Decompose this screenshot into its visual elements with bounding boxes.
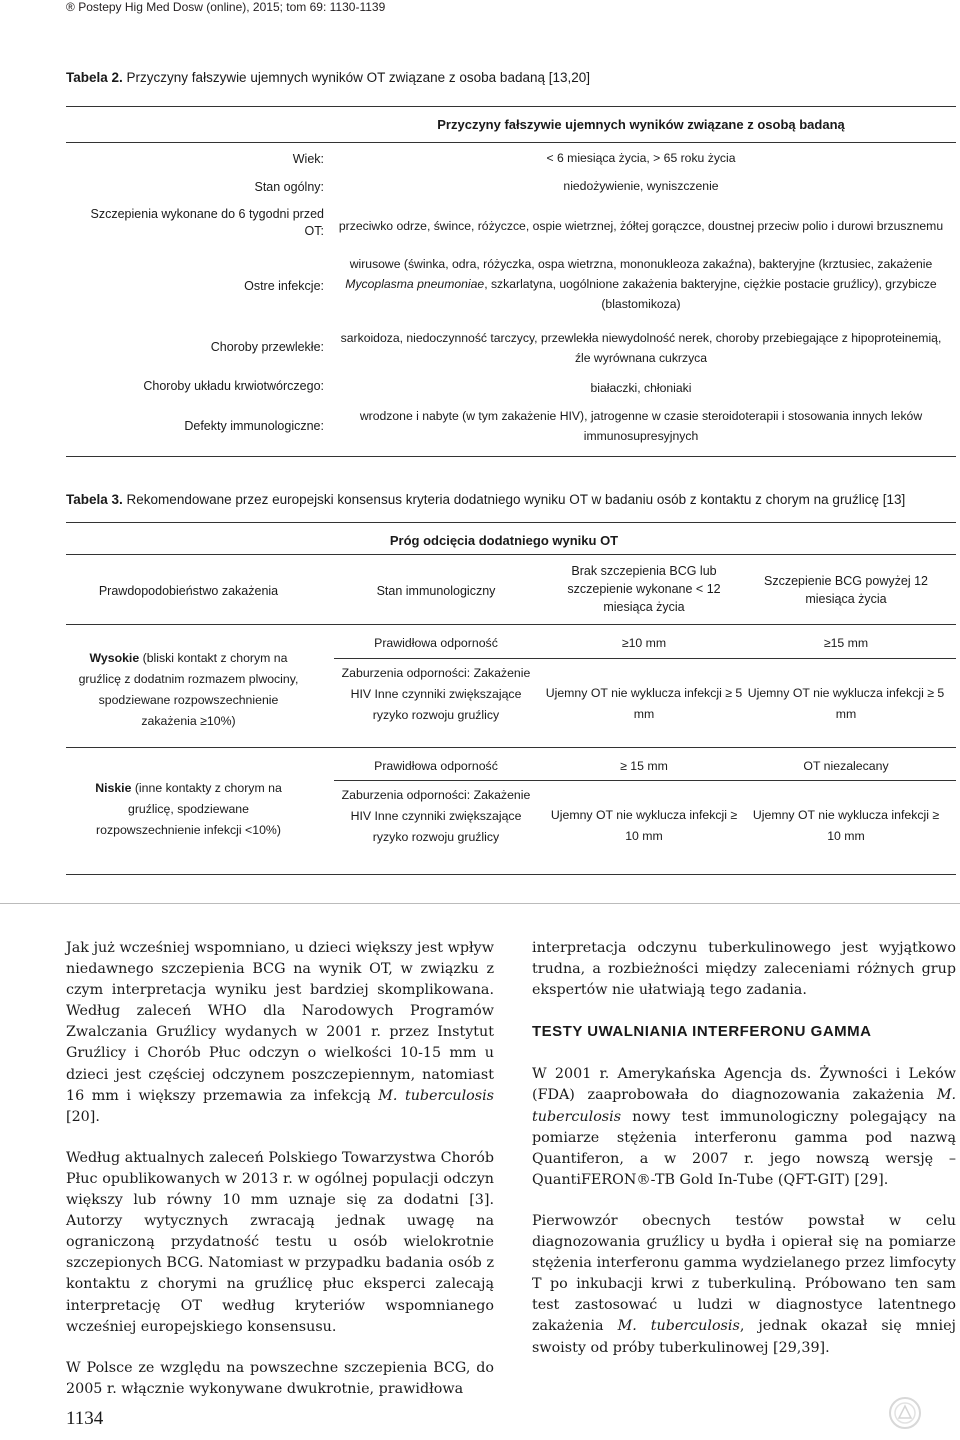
section-divider [0, 903, 960, 904]
table3-caption: Tabela 3. Rekomendowane przez europejski konsensus kryteria dodatniego wyniku OT w badaniu osób z kontaktu z chorym na gruźlicę [13] [66, 492, 906, 507]
table3-threshold-bcg: ≥15 mm [823, 636, 869, 650]
section-title: TESTY UWALNIANIA INTERFERONU GAMMA [532, 1023, 872, 1041]
table2-row-label: Defekty immunologiczne: [184, 419, 324, 433]
paragraph: Według aktualnych zaleceń Polskiego Towarzystwa Chorób Płuc opublikowanych w 2013 r. w ogólnej populacji odczyn większy lub równy 10 mm uznaje się za dodatni [3]. Autorzy wytycznych zwracają jednak uwagę na ograniczoną przydatność testu u osób wielokrotnie szczepionych BCG. Natomiast w przypadku badania osób z kontaktu z chorymi na gruźlicę płuc eksperci zalecają interpretację OT według kryteriów wspomnianego wcześniej europejskiego konsensusu. [66, 1149, 494, 1335]
table2-row-value: białaczki, chłoniaki [590, 381, 692, 395]
table3-threshold-no-bcg: Ujemny OT nie wyklucza infekcji ≥ 10 mm [550, 808, 738, 843]
page-number: 1134 [66, 1408, 104, 1429]
copyright-icon: ® [66, 0, 75, 14]
journal-header [66, 0, 385, 14]
table2-bottom-rule [66, 456, 956, 457]
table3-immune-normal: Prawidłowa odporność [374, 636, 498, 650]
table2-row-value: wrodzone i nabyte (w tym zakażenie HIV), jatrogenne w czasie steroidoterapii i stosowania innych leków immunosupresyjnych [359, 409, 923, 443]
table3-threshold-no-bcg: ≥ 15 mm [620, 759, 668, 773]
table3-header-probability: Prawdopodobieństwo zakażenia [98, 584, 279, 598]
body-right-column [532, 938, 956, 1379]
table2-row-label: Ostre infekcje: [244, 279, 324, 293]
paragraph: W 2001 r. Amerykańska Agencja ds. Żywności i Leków (FDA) zaaprobowała do diagnozowania zakażenia M. tuberculosis nowy test immunologiczny polegający na pomiarze stężenia interferonu gamma pod nazwą Quantiferon, a w 2007 r. jego nowszą wersję – QuantiFERON®-TB Gold In-Tube (QFT-GIT) [29]. [532, 1066, 956, 1188]
table2-top-rule [66, 106, 956, 107]
table2 [66, 106, 956, 466]
table3-probability-low: Niskie (inne kontakty z chorym na gruźlicę, spodziewane rozpowszechnienie infekcji <10%) [95, 781, 282, 837]
body-left-column [66, 938, 494, 1420]
table3-inner-rule [334, 658, 956, 659]
table3-threshold-no-bcg: Ujemny OT nie wyklucza infekcji ≥ 5 mm [545, 686, 743, 721]
table2-column-header: Przyczyny fałszywie ujemnych wyników związane z osobą badaną [437, 117, 845, 132]
table2-row-label: Choroby przewlekłe: [210, 340, 324, 354]
table3-threshold-bcg: OT niezalecany [803, 759, 889, 773]
table3-threshold-bcg: Ujemny OT nie wyklucza infekcji ≥ 5 mm [747, 686, 945, 721]
table3-immune-normal: Prawidłowa odporność [374, 759, 498, 773]
table3-top-rule [66, 522, 956, 523]
table3-header-immune-state: Stan immunologiczny [376, 584, 496, 598]
table2-row-label: Choroby układu krwiotwórczego: [143, 379, 324, 393]
paragraph: interpretacja odczynu tuberkulinowego jest wyjątkowo trudna, a rozbieżności między zaleceniami różnych grup ekspertów nie ułatwiają tego zadania. [532, 940, 956, 999]
table3-threshold-bcg: Ujemny OT nie wyklucza infekcji ≥ 10 mm [752, 808, 940, 843]
table2-row-label: Stan ogólny: [254, 180, 324, 194]
table2-row-label: Wiek: [292, 152, 324, 166]
table3-immune-impaired: Zaburzenia odporności: Zakażenie HIV Inne czynniki zwiększające ryzyko rozwoju gruźlicy [341, 788, 531, 844]
journal-logo-icon [888, 1396, 922, 1430]
paragraph: Pierwowzór obecnych testów powstał w celu diagnozowania gruźlicy u bydła i opierał się na pomiarze stężenia interferonu gamma wydzielanego przez limfocyty T po inkubacji krwi z tuberkuliną. Próbowano ten sam test zastosować u ludzi w diagnostyce latentnego zakażenia M. tuberculosis, jednak okazał się mniej swoisty od próby tuberkulinowej [29,39]. [532, 1212, 956, 1356]
table3-header-rule [66, 624, 956, 625]
table3-threshold-no-bcg: ≥10 mm [621, 636, 667, 650]
table2-row-value: < 6 miesiąca życia, > 65 roku życia [546, 151, 736, 165]
table2-row-value: niedożywienie, wyniszczenie [563, 179, 719, 193]
table2-caption: Tabela 2. Przyczyny fałszywie ujemnych wyników OT związane z osoba badaną [13,20] [66, 70, 591, 85]
table2-row-label: Szczepienia wykonane do 6 tygodni przed OT: [90, 207, 324, 238]
journal-citation: Postepy Hig Med Dosw (online), 2015; tom 69: 1130-1139 [78, 0, 386, 14]
table2-row-value: sarkoidoza, niedoczynność tarczycy, przewlekła niewydolność nerek, choroby przebiegające z hipoproteinemią, źle wyrównana cukrzyca [340, 331, 942, 365]
table3-block-rule [66, 747, 956, 748]
table2-header-rule [66, 142, 956, 143]
table3-header-no-bcg: Brak szczepienia BCG lub szczepienie wykonane < 12 miesiąca życia [567, 564, 721, 614]
paragraph: W Polsce ze względu na powszechne szczepienia BCG, do 2005 r. włącznie wykonywane dwukrotnie, prawidłowa [66, 1359, 494, 1397]
table3-subheader-rule [66, 554, 956, 555]
table3-header-bcg: Szczepienie BCG powyżej 12 miesiąca życia [764, 574, 928, 606]
table2-row-value: wirusowe (świnka, odra, różyczka, ospa wietrzna, mononukleoza zakaźna), bakteryjne (krztusiec, zakażenie Mycoplasma pneumoniae, szkarlatyna, uogólnione zakażenia bakteryjne, ciężkie postacie gruźlicy), grzybicze (blastomikoza) [345, 257, 937, 311]
table3-group-header: Próg odcięcia dodatniego wyniku OT [389, 533, 619, 548]
table3-probability-high: Wysokie (bliski kontakt z chorym na gruźlicę z dodatnim rozmazem plwociny, spodziewane rozpowszechnienie zakażenia ≥10%) [78, 651, 299, 728]
table3-immune-impaired: Zaburzenia odporności: Zakażenie HIV Inne czynniki zwiększające ryzyko rozwoju gruźlicy [341, 666, 531, 722]
table2-row-value: przeciwko odrze, śwince, różyczce, ospie wietrznej, żółtej gorączce, doustnej przeciw polio i durowi brzusznemu [338, 219, 944, 233]
table3-inner-rule [334, 780, 956, 781]
table3 [66, 522, 956, 878]
paragraph: Jak już wcześniej wspomniano, u dzieci większy jest wpływ niedawnego szczepienia BCG na wynik OT, w związku z czym interpretacja wyniku jest bardziej skomplikowana. Według zaleceń WHO dla Narodowych Programów Zwalczania Gruźlicy wydanych w 2001 r. przez Instytut Gruźlicy i Chorób Płuc odczyn o wielkości 10-15 mm u dzieci jest częściej odczynem poszczepiennym, natomiast 16 mm i większy przemawia za infekcją M. tuberculosis [20]. [66, 940, 494, 1125]
table3-bottom-rule [66, 874, 956, 875]
